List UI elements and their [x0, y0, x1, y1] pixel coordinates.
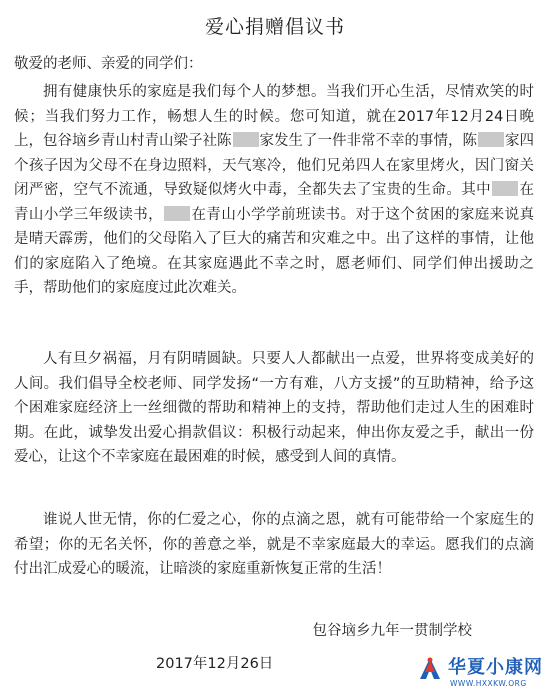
paragraph-1-part-3: 家四个孩子因为父母不在身边照料，天气寒冷，他们兄弟四人在家里烤火，因门窗关闭严密，空气不流通，导致疑似烤火中毒，全都失去了宝贵的生命。其中: [14, 133, 534, 198]
redacted-name: [492, 181, 518, 196]
paragraph-1-part-4: 在青山小学三年级读书，: [14, 182, 535, 223]
paragraph-3: 谁说人世无情，你的仁爱之心，你的点滴之恩，就有可能带给一个家庭生的希望；你的无名关怀，你的善意之举，就是不幸家庭最大的幸运。愿我们的点滴付出汇成爱心的暖流，让暗淡的家庭重新恢复正常的生活！: [14, 512, 534, 577]
redacted-name: [233, 132, 259, 147]
salutation: 敬爱的老师、亲爱的同学们：: [14, 56, 203, 72]
watermark-text: 华夏小康网: [448, 657, 543, 678]
paragraph-1-part-2: 家发生了一件非常不幸的事情，陈: [259, 133, 477, 149]
document-title: 爱心捐赠倡议书: [204, 16, 345, 38]
watermark-logo-icon: [416, 655, 444, 683]
signature-date: 2017年12月26日: [156, 656, 274, 672]
paragraph-2: 人有旦夕祸福，月有阴晴圆缺。只要人人都献出一点爱，世界将变成美好的人间。我们倡导全校老师、同学发扬“一方有难，八方支援”的互助精神，给予这个困难家庭经济上一丝细微的帮助和精神上的支持，帮助他们走过人生的困难时期。在此，诚挚发出爱心捐款倡议：积极行动起来，伸出你友爱之手，献出一份爱心，让这个不幸家庭在最困难的时候，感受到人间的真情。: [14, 351, 534, 465]
watermark-url: WWW.HXXKW.ORG: [450, 679, 527, 688]
paragraph-1-part-5: 在青山小学学前班读书。对于这个贫困的家庭来说真是晴天霹雳，他们的父母陷入了巨大的痛苦和灾难之中。出了这样的事情，让他们的家庭陷入了绝境。在其家庭遇此不幸之时，愿老师们、同学们伸出援助之手，帮助他们的家庭度过此次难关。: [14, 206, 535, 296]
redacted-name: [164, 206, 190, 221]
watermark: [416, 653, 544, 693]
signature-school: 包谷垴乡九年一贯制学校: [312, 623, 472, 639]
redacted-name: [478, 132, 504, 147]
paragraph-1: [14, 80, 534, 301]
paragraph-1-part-1: 拥有健康快乐的家庭是我们每个人的梦想。当我们开心生活，尽情欢笑的时候；当我们努力工作，畅想人生的时候。您可知道，就在2017年12月24日晚上，包谷垴乡青山村青山梁子社陈: [14, 84, 534, 149]
